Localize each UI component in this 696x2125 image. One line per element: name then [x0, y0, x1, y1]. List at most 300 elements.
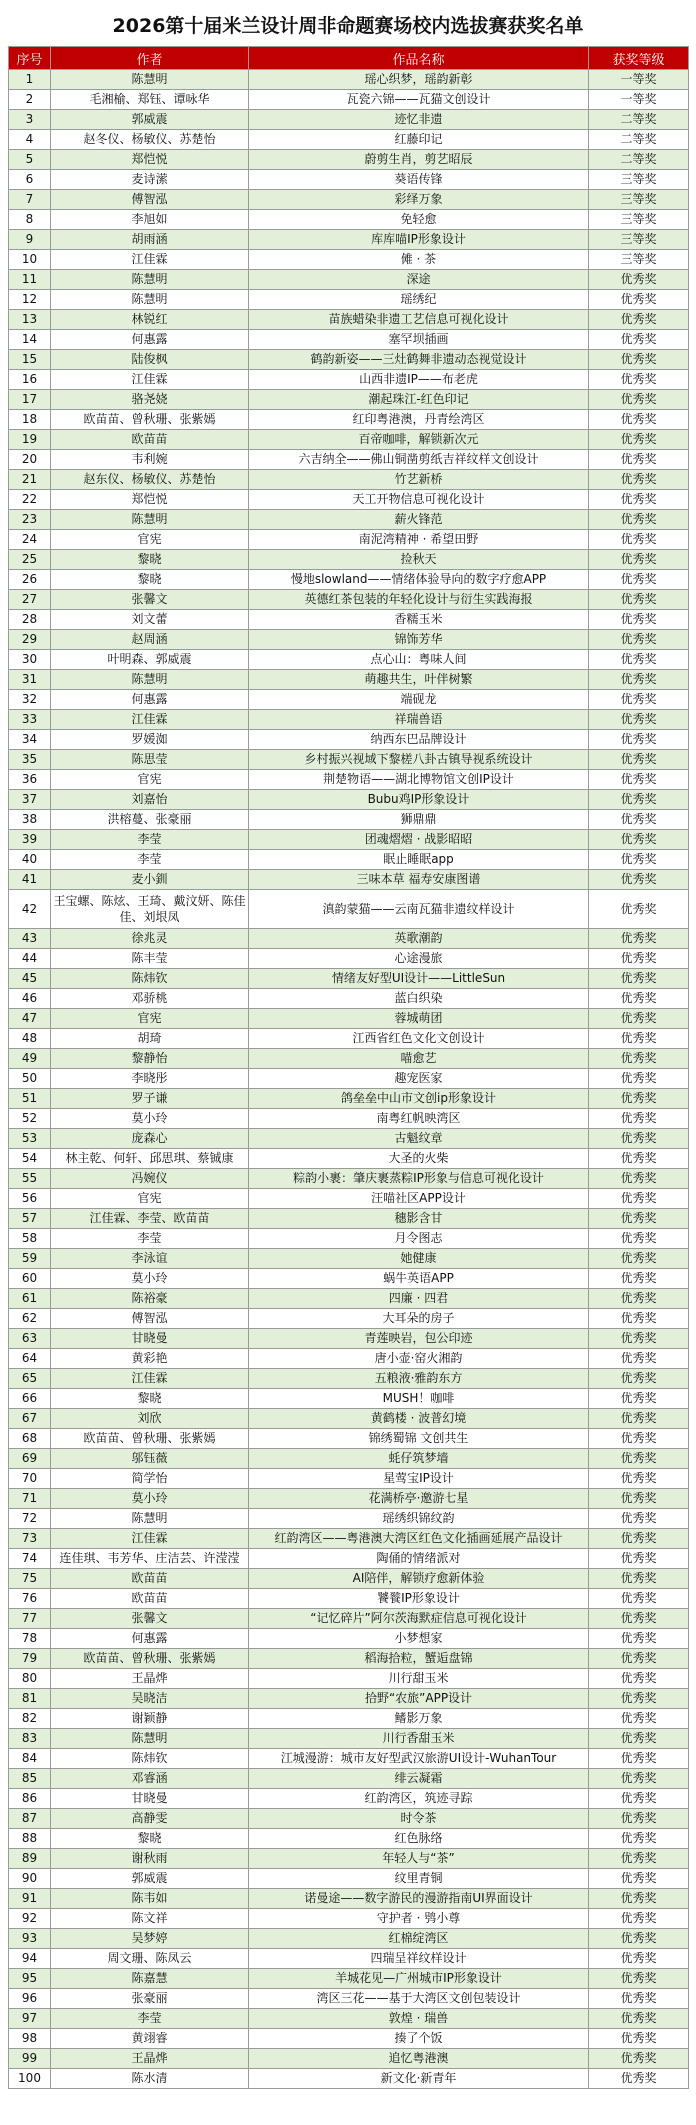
cell-author: 莫小玲	[51, 1269, 249, 1289]
cell-award-level: 优秀奖	[589, 1629, 689, 1649]
cell-index: 65	[9, 1369, 51, 1389]
cell-work-title: 江城漫游：城市友好型武汉旅游UI设计-WuhanTour	[249, 1749, 589, 1769]
cell-index: 20	[9, 450, 51, 470]
table-row	[9, 949, 689, 969]
cell-author: 谢秋雨	[51, 1849, 249, 1869]
table-row	[9, 330, 689, 350]
cell-author: 陈慧明	[51, 510, 249, 530]
cell-work-title: 江西省红色文化文创设计	[249, 1029, 589, 1049]
cell-award-level: 优秀奖	[589, 450, 689, 470]
cell-index: 76	[9, 1589, 51, 1609]
cell-author: 李莹	[51, 2009, 249, 2029]
cell-work-title: 彩绎万象	[249, 190, 589, 210]
cell-author: 林锐红	[51, 310, 249, 330]
cell-index: 96	[9, 1989, 51, 2009]
cell-author: 赵周涵	[51, 630, 249, 650]
cell-author: 官宪	[51, 770, 249, 790]
cell-author: 傅智泓	[51, 1309, 249, 1329]
cell-author: 连佳琪、韦芳华、庄洁芸、许滢滢	[51, 1549, 249, 1569]
cell-index: 39	[9, 830, 51, 850]
cell-award-level: 优秀奖	[589, 590, 689, 610]
cell-index: 46	[9, 989, 51, 1009]
cell-index: 21	[9, 470, 51, 490]
cell-award-level: 优秀奖	[589, 850, 689, 870]
cell-index: 2	[9, 90, 51, 110]
cell-award-level: 优秀奖	[589, 1389, 689, 1409]
cell-author: 黎晓	[51, 570, 249, 590]
cell-work-title: 乡村振兴视域下黎槎八卦古镇导视系统设计	[249, 750, 589, 770]
table-row	[9, 150, 689, 170]
table-row	[9, 1289, 689, 1309]
cell-index: 22	[9, 490, 51, 510]
cell-index: 41	[9, 870, 51, 890]
cell-author: 吴梦婷	[51, 1929, 249, 1949]
cell-work-title: 红印粤港澳，丹青绘湾区	[249, 410, 589, 430]
cell-work-title: 潮起珠江-红色印记	[249, 390, 589, 410]
cell-work-title: AI陪伴，解锁疗愈新体验	[249, 1569, 589, 1589]
table-row	[9, 210, 689, 230]
cell-award-level: 优秀奖	[589, 570, 689, 590]
table-row	[9, 170, 689, 190]
table-row	[9, 1249, 689, 1269]
cell-award-level: 一等奖	[589, 70, 689, 90]
cell-index: 62	[9, 1309, 51, 1329]
cell-award-level: 优秀奖	[589, 1449, 689, 1469]
cell-award-level: 优秀奖	[589, 510, 689, 530]
cell-index: 14	[9, 330, 51, 350]
cell-index: 73	[9, 1529, 51, 1549]
cell-index: 98	[9, 2029, 51, 2049]
table-row	[9, 450, 689, 470]
cell-index: 59	[9, 1249, 51, 1269]
cell-award-level: 优秀奖	[589, 1529, 689, 1549]
cell-author: 官宪	[51, 530, 249, 550]
table-row	[9, 1389, 689, 1409]
cell-index: 15	[9, 350, 51, 370]
cell-work-title: 月令图志	[249, 1229, 589, 1249]
cell-author: 欧苗苗、曾秋珊、张紫嫣	[51, 1429, 249, 1449]
table-row	[9, 1449, 689, 1469]
cell-work-title: 拾野“农旅”APP设计	[249, 1689, 589, 1709]
table-row	[9, 430, 689, 450]
cell-author: 赵冬仪、杨敏仪、苏楚怡	[51, 130, 249, 150]
cell-author: 何惠露	[51, 1629, 249, 1649]
cell-work-title: MUSH！咖啡	[249, 1389, 589, 1409]
cell-award-level: 二等奖	[589, 130, 689, 150]
cell-work-title: 星莺宝IP设计	[249, 1469, 589, 1489]
cell-work-title: 眠止睡眠app	[249, 850, 589, 870]
cell-author: 王晶烨	[51, 2049, 249, 2069]
cell-work-title: 蚝仔筑梦墙	[249, 1449, 589, 1469]
table-row	[9, 250, 689, 270]
cell-award-level: 优秀奖	[589, 1789, 689, 1809]
cell-author: 陈炜钦	[51, 969, 249, 989]
cell-author: 刘文蕾	[51, 610, 249, 630]
table-row	[9, 1669, 689, 1689]
cell-work-title: 湾区三花——基于大湾区文创包装设计	[249, 1989, 589, 2009]
cell-index: 4	[9, 130, 51, 150]
table-row	[9, 1869, 689, 1889]
cell-index: 53	[9, 1129, 51, 1149]
table-row	[9, 1789, 689, 1809]
cell-author: 李泳谊	[51, 1249, 249, 1269]
cell-work-title: 黄鹤楼 · 波普幻境	[249, 1409, 589, 1429]
cell-work-title: 纳西东巴品牌设计	[249, 730, 589, 750]
cell-award-level: 优秀奖	[589, 650, 689, 670]
cell-work-title: 喵愈艺	[249, 1049, 589, 1069]
cell-award-level: 优秀奖	[589, 770, 689, 790]
cell-work-title: 粽韵小裹：肇庆裹蒸粽IP形象与信息可视化设计	[249, 1169, 589, 1189]
cell-index: 80	[9, 1669, 51, 1689]
cell-author: 官宪	[51, 1189, 249, 1209]
cell-author: 黎晓	[51, 550, 249, 570]
cell-index: 45	[9, 969, 51, 989]
cell-author: 李旭如	[51, 210, 249, 230]
cell-work-title: 敦煌 · 瑞兽	[249, 2009, 589, 2029]
cell-award-level: 优秀奖	[589, 550, 689, 570]
table-row	[9, 670, 689, 690]
cell-award-level: 优秀奖	[589, 1209, 689, 1229]
cell-work-title: 点心山：粤味人间	[249, 650, 589, 670]
cell-index: 79	[9, 1649, 51, 1669]
cell-work-title: 蓝白织染	[249, 989, 589, 1009]
cell-award-level: 优秀奖	[589, 2009, 689, 2029]
cell-work-title: 薪火锋范	[249, 510, 589, 530]
cell-award-level: 优秀奖	[589, 1349, 689, 1369]
table-row	[9, 1369, 689, 1389]
cell-author: 陈思莹	[51, 750, 249, 770]
cell-index: 97	[9, 2009, 51, 2029]
cell-work-title: 鸽垒垒中山市文创ip形象设计	[249, 1089, 589, 1109]
cell-index: 19	[9, 430, 51, 450]
cell-author: 刘嘉怡	[51, 790, 249, 810]
table-row	[9, 530, 689, 550]
cell-award-level: 优秀奖	[589, 1169, 689, 1189]
cell-index: 5	[9, 150, 51, 170]
table-row	[9, 70, 689, 90]
cell-author: 黎晓	[51, 1829, 249, 1849]
table-row	[9, 1469, 689, 1489]
cell-index: 10	[9, 250, 51, 270]
cell-author: 陈炜钦	[51, 1749, 249, 1769]
cell-award-level: 优秀奖	[589, 1229, 689, 1249]
table-row	[9, 550, 689, 570]
cell-index: 66	[9, 1389, 51, 1409]
cell-work-title: 花满桥亭·邀游七星	[249, 1489, 589, 1509]
cell-author: 陈慧明	[51, 290, 249, 310]
cell-award-level: 三等奖	[589, 190, 689, 210]
table-row	[9, 1909, 689, 1929]
table-row	[9, 1069, 689, 1089]
cell-author: 何惠露	[51, 690, 249, 710]
table-row	[9, 1609, 689, 1629]
cell-work-title: 滇韵蒙猫——云南瓦猫非遗纹样设计	[249, 890, 589, 929]
cell-work-title: 迹忆非遗	[249, 110, 589, 130]
cell-author: 张豪丽	[51, 1989, 249, 2009]
cell-award-level: 三等奖	[589, 170, 689, 190]
cell-author: 黎晓	[51, 1389, 249, 1409]
cell-work-title: 端砚龙	[249, 690, 589, 710]
cell-author: 陈韦如	[51, 1889, 249, 1909]
cell-index: 32	[9, 690, 51, 710]
cell-work-title: 红色脉络	[249, 1829, 589, 1849]
table-row	[9, 750, 689, 770]
cell-index: 91	[9, 1889, 51, 1909]
cell-index: 89	[9, 1849, 51, 1869]
cell-award-level: 优秀奖	[589, 949, 689, 969]
cell-work-title: 蓉城萌团	[249, 1009, 589, 1029]
cell-award-level: 优秀奖	[589, 1129, 689, 1149]
cell-work-title: 天工开物信息可视化设计	[249, 490, 589, 510]
cell-author: 陈嘉慧	[51, 1969, 249, 1989]
table-row	[9, 870, 689, 890]
cell-index: 6	[9, 170, 51, 190]
cell-index: 44	[9, 949, 51, 969]
cell-author: 陈水清	[51, 2069, 249, 2089]
cell-award-level: 优秀奖	[589, 710, 689, 730]
cell-index: 78	[9, 1629, 51, 1649]
cell-work-title: 祥瑞兽语	[249, 710, 589, 730]
table-row	[9, 1349, 689, 1369]
cell-author: 陈慧明	[51, 270, 249, 290]
cell-author: 李莹	[51, 830, 249, 850]
cell-index: 16	[9, 370, 51, 390]
cell-award-level: 优秀奖	[589, 1809, 689, 1829]
table-row	[9, 1949, 689, 1969]
table-body	[9, 70, 689, 2089]
cell-work-title: 竹艺新桥	[249, 470, 589, 490]
cell-work-title: 六吉纳全——佛山铜凿剪纸吉祥纹样文创设计	[249, 450, 589, 470]
cell-index: 36	[9, 770, 51, 790]
cell-index: 28	[9, 610, 51, 630]
cell-index: 49	[9, 1049, 51, 1069]
cell-index: 61	[9, 1289, 51, 1309]
table-row	[9, 1049, 689, 1069]
cell-index: 30	[9, 650, 51, 670]
table-row	[9, 1309, 689, 1329]
cell-author: 邬钰薇	[51, 1449, 249, 1469]
cell-work-title: 红藤印记	[249, 130, 589, 150]
cell-index: 84	[9, 1749, 51, 1769]
table-row	[9, 1569, 689, 1589]
cell-index: 9	[9, 230, 51, 250]
cell-work-title: 守护者 · 鸮小尊	[249, 1909, 589, 1929]
cell-index: 47	[9, 1009, 51, 1029]
cell-work-title: 四廉 · 四君	[249, 1289, 589, 1309]
cell-award-level: 优秀奖	[589, 470, 689, 490]
cell-author: 谢颖静	[51, 1709, 249, 1729]
table-row	[9, 989, 689, 1009]
cell-author: 庞森心	[51, 1129, 249, 1149]
cell-work-title: 锦饰芳华	[249, 630, 589, 650]
cell-index: 37	[9, 790, 51, 810]
table-row	[9, 510, 689, 530]
table-row	[9, 1129, 689, 1149]
cell-author: 罗子谦	[51, 1089, 249, 1109]
table-row	[9, 2069, 689, 2089]
table-row	[9, 310, 689, 330]
cell-award-level: 优秀奖	[589, 410, 689, 430]
cell-author: 陈慧明	[51, 1509, 249, 1529]
cell-author: 黎静怡	[51, 1049, 249, 1069]
cell-award-level: 优秀奖	[589, 1769, 689, 1789]
cell-author: 江佳霖	[51, 1529, 249, 1549]
cell-index: 42	[9, 890, 51, 929]
cell-work-title: 红棉绽湾区	[249, 1929, 589, 1949]
table-row	[9, 570, 689, 590]
cell-author: 欧苗苗	[51, 1589, 249, 1609]
table-row	[9, 110, 689, 130]
cell-author: 陈慧明	[51, 670, 249, 690]
table-row	[9, 810, 689, 830]
table-row	[9, 2029, 689, 2049]
table-row	[9, 1489, 689, 1509]
table-row	[9, 1629, 689, 1649]
cell-work-title: 南泥湾精神 · 希望田野	[249, 530, 589, 550]
table-row	[9, 1089, 689, 1109]
cell-award-level: 优秀奖	[589, 1649, 689, 1669]
cell-index: 35	[9, 750, 51, 770]
cell-author: 冯婉仪	[51, 1169, 249, 1189]
cell-index: 25	[9, 550, 51, 570]
table-row	[9, 2049, 689, 2069]
table-row	[9, 1849, 689, 1869]
cell-work-title: 荆楚物语——湖北博物馆文创IP设计	[249, 770, 589, 790]
cell-award-level: 优秀奖	[589, 1929, 689, 1949]
cell-work-title: 免轻愈	[249, 210, 589, 230]
table-row	[9, 1429, 689, 1449]
cell-award-level: 优秀奖	[589, 1269, 689, 1289]
cell-index: 50	[9, 1069, 51, 1089]
cell-index: 99	[9, 2049, 51, 2069]
cell-author: 陈慧明	[51, 70, 249, 90]
cell-index: 8	[9, 210, 51, 230]
cell-work-title: 狮鼎鼎	[249, 810, 589, 830]
cell-index: 23	[9, 510, 51, 530]
cell-work-title: 新文化·新青年	[249, 2069, 589, 2089]
table-row	[9, 390, 689, 410]
cell-author: 江佳霖、李莹、欧苗苗	[51, 1209, 249, 1229]
cell-index: 27	[9, 590, 51, 610]
cell-work-title: 饕餮IP形象设计	[249, 1589, 589, 1609]
cell-award-level: 优秀奖	[589, 1429, 689, 1449]
cell-award-level: 优秀奖	[589, 330, 689, 350]
table-row	[9, 1209, 689, 1229]
table-row	[9, 1109, 689, 1129]
cell-author: 周文珊、陈凤云	[51, 1949, 249, 1969]
cell-work-title: 大圣的火柴	[249, 1149, 589, 1169]
cell-work-title: 趣宠医家	[249, 1069, 589, 1089]
cell-award-level: 优秀奖	[589, 270, 689, 290]
table-row	[9, 130, 689, 150]
cell-author: 郭威震	[51, 110, 249, 130]
cell-work-title: 瑶心织梦，瑶韵新彰	[249, 70, 589, 90]
table-row	[9, 850, 689, 870]
cell-author: 莫小玲	[51, 1489, 249, 1509]
cell-work-title: 稻海拾粒，蟹逅盘锦	[249, 1649, 589, 1669]
award-table	[8, 46, 689, 2089]
cell-work-title: “记忆碎片”阿尔茨海默症信息可视化设计	[249, 1609, 589, 1629]
cell-award-level: 优秀奖	[589, 1509, 689, 1529]
cell-index: 82	[9, 1709, 51, 1729]
cell-award-level: 优秀奖	[589, 290, 689, 310]
cell-index: 86	[9, 1789, 51, 1809]
table-row	[9, 890, 689, 929]
cell-index: 60	[9, 1269, 51, 1289]
cell-index: 3	[9, 110, 51, 130]
cell-award-level: 优秀奖	[589, 610, 689, 630]
table-row	[9, 929, 689, 949]
table-row	[9, 1529, 689, 1549]
cell-author: 麦小釧	[51, 870, 249, 890]
cell-index: 55	[9, 1169, 51, 1189]
cell-index: 63	[9, 1329, 51, 1349]
cell-work-title: 百帝咖啡，解锁新次元	[249, 430, 589, 450]
cell-award-level: 优秀奖	[589, 1609, 689, 1629]
cell-work-title: 纹里青铜	[249, 1869, 589, 1889]
cell-author: 罗媛洳	[51, 730, 249, 750]
cell-award-level: 优秀奖	[589, 1149, 689, 1169]
cell-work-title: 川行甜玉米	[249, 1669, 589, 1689]
table-row	[9, 1149, 689, 1169]
cell-work-title: 小梦想家	[249, 1629, 589, 1649]
header-award-level: 获奖等级	[589, 47, 689, 70]
cell-award-level: 优秀奖	[589, 1409, 689, 1429]
cell-work-title: 五粮液·雅韵东方	[249, 1369, 589, 1389]
table-row	[9, 1029, 689, 1049]
cell-work-title: 瑶绣织锦纹韵	[249, 1509, 589, 1529]
cell-author: 徐兆灵	[51, 929, 249, 949]
cell-award-level: 优秀奖	[589, 790, 689, 810]
cell-author: 江佳霖	[51, 250, 249, 270]
cell-author: 韦利婉	[51, 450, 249, 470]
cell-author: 李莹	[51, 1229, 249, 1249]
cell-award-level: 优秀奖	[589, 890, 689, 929]
cell-work-title: 葵语传锋	[249, 170, 589, 190]
table-row	[9, 1769, 689, 1789]
cell-work-title: 她健康	[249, 1249, 589, 1269]
cell-work-title: 山西非遗IP——布老虎	[249, 370, 589, 390]
cell-author: 欧苗苗	[51, 1569, 249, 1589]
cell-index: 13	[9, 310, 51, 330]
cell-index: 54	[9, 1149, 51, 1169]
cell-index: 34	[9, 730, 51, 750]
cell-work-title: 汪喵社区APP设计	[249, 1189, 589, 1209]
cell-award-level: 优秀奖	[589, 390, 689, 410]
header-work-title: 作品名称	[249, 47, 589, 70]
cell-work-title: 鹤韵新姿——三灶鹤舞非遗动态视觉设计	[249, 350, 589, 370]
cell-index: 77	[9, 1609, 51, 1629]
cell-award-level: 优秀奖	[589, 1989, 689, 2009]
cell-index: 75	[9, 1569, 51, 1589]
cell-work-title: 追忆粤港澳	[249, 2049, 589, 2069]
cell-index: 93	[9, 1929, 51, 1949]
table-row	[9, 1889, 689, 1909]
cell-index: 88	[9, 1829, 51, 1849]
cell-author: 郑恺悦	[51, 150, 249, 170]
cell-index: 68	[9, 1429, 51, 1449]
award-list-document	[8, 0, 688, 2089]
table-row	[9, 1929, 689, 1949]
cell-index: 70	[9, 1469, 51, 1489]
cell-index: 12	[9, 290, 51, 310]
cell-work-title: 时令茶	[249, 1809, 589, 1829]
cell-work-title: 苗族蜡染非遗工艺信息可视化设计	[249, 310, 589, 330]
table-row	[9, 1649, 689, 1669]
cell-author: 骆尧娆	[51, 390, 249, 410]
cell-index: 83	[9, 1729, 51, 1749]
cell-award-level: 优秀奖	[589, 1469, 689, 1489]
